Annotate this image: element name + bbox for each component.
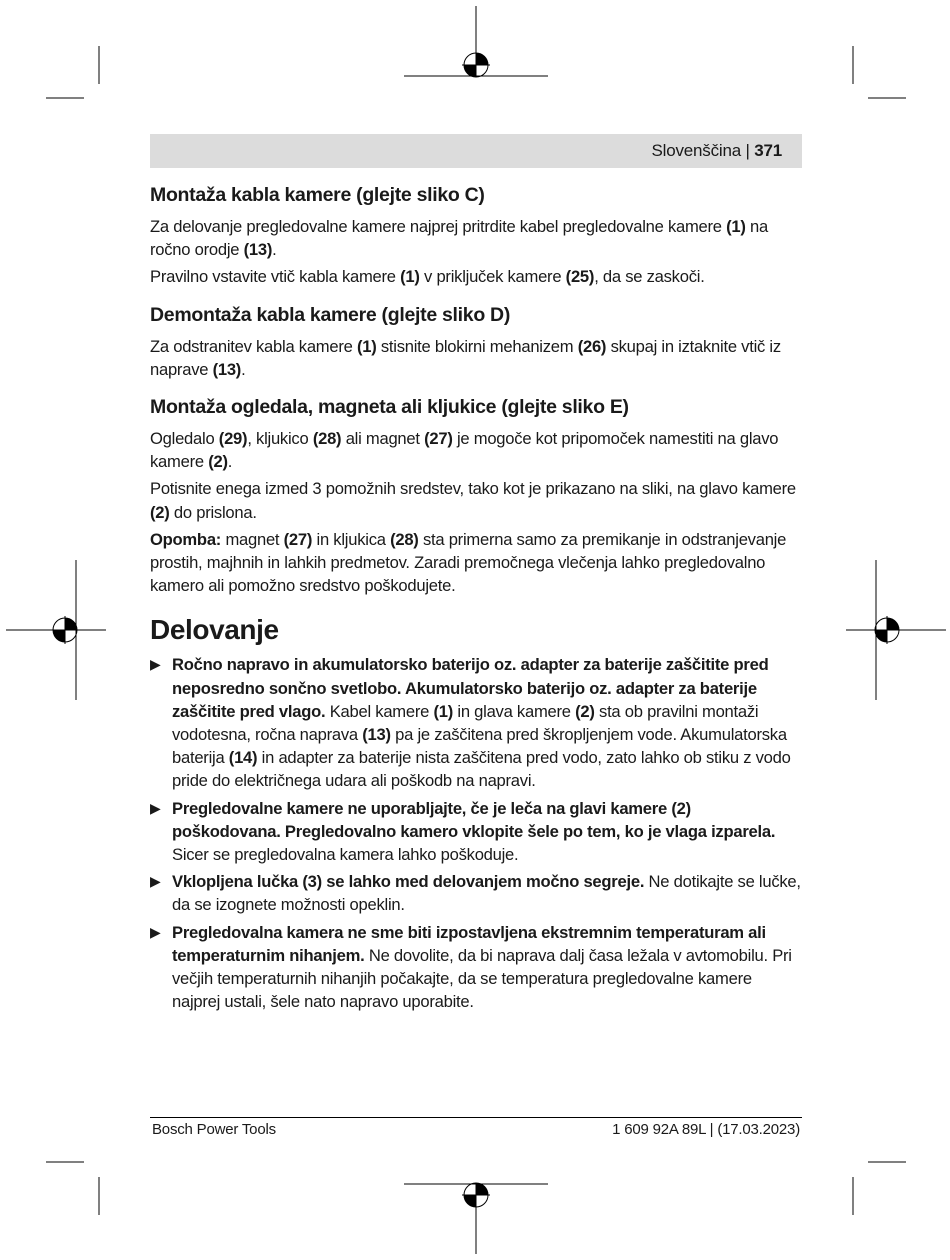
text-run: in glava kamere	[453, 701, 576, 721]
bullet-item	[150, 797, 802, 867]
bold-text-run: (29)	[218, 429, 248, 449]
page-header-bar	[150, 134, 802, 168]
bullet-text	[172, 799, 775, 864]
text-run: .	[272, 240, 277, 260]
bold-text-run: (13)	[212, 359, 242, 379]
bullet-text	[172, 923, 792, 1012]
footer-rule	[150, 1117, 802, 1118]
text-run: v priključek kamere	[419, 267, 566, 287]
footer-doc-id: 1 609 92A 89L | (17.03.2023)	[612, 1121, 800, 1138]
text-run: .	[241, 359, 246, 379]
bullet-text	[172, 655, 791, 790]
bold-text-run: (28)	[390, 529, 419, 549]
bold-text-run: (13)	[243, 240, 273, 260]
bold-text-run: Vklopljena lučka (3) se lahko med delovanjem močno segreje.	[172, 872, 645, 892]
text-run: ali magnet	[341, 429, 425, 449]
bold-text-run: Ročno napravo in akumulatorsko baterijo oz. adapter za baterije zaščitite pred neposredno sončno svetlobo. Akumulatorsko baterijo oz. adapter za baterije zaščitite pred vlago.	[172, 655, 769, 721]
bold-text-run: (27)	[283, 529, 313, 549]
text-run: na ročno orodje	[150, 217, 768, 260]
paragraph	[150, 335, 802, 381]
text-run: , kljukico	[247, 429, 313, 449]
bullet-item	[150, 653, 802, 792]
page-header-text	[651, 141, 782, 161]
paragraph	[150, 477, 802, 523]
text-run: stisnite blokirni mehanizem	[376, 336, 578, 356]
bold-text-run: (2)	[575, 701, 595, 721]
section-heading: Demontaža kabla kamere (glejte sliko D)	[150, 303, 511, 326]
bold-text-run: (13)	[362, 725, 391, 745]
bullet-arrow-icon: ▶	[150, 799, 161, 816]
bullet-item	[150, 870, 802, 916]
safety-bullet-list	[150, 653, 802, 1013]
bold-text-run: (25)	[565, 267, 595, 287]
text-run: magnet	[221, 529, 284, 549]
header-page-number: 371	[754, 141, 782, 160]
text-run: .	[227, 452, 233, 472]
header-separator: |	[745, 141, 750, 160]
text-run: in adapter za baterije nista zaščitena pred vodo, zato lahko ob stiku z vodo pride do električnega udara ali poškodb na napravi.	[172, 748, 791, 791]
text-run: Pravilno vstavite vtič kabla kamere	[150, 267, 401, 287]
page-content	[150, 182, 802, 1017]
bullet-arrow-icon: ▶	[150, 656, 161, 673]
bold-text-run: (28)	[312, 429, 342, 449]
bold-text-run: (14)	[228, 748, 258, 768]
bullet-item	[150, 921, 802, 1014]
paragraph	[150, 427, 802, 473]
bullet-text	[172, 872, 801, 914]
text-run: Za odstranitev kabla kamere	[150, 336, 357, 356]
bold-text-run: Opomba:	[150, 529, 222, 549]
section-camera-cable-mounting	[150, 182, 802, 289]
header-language: Slovenščina	[651, 141, 741, 160]
text-run: Ogledalo	[150, 429, 219, 449]
text-run: Ne dovolite, da bi naprava dalj časa ležala v avtomobilu. Pri večjih temperaturnih nihanjih počakajte, da se temperatura pregledovalne kamere najprej ustali, šele nato napravo uporabite.	[172, 945, 792, 1012]
text-run: pa je zaščitena pred škropljenjem vode. Akumulatorska baterija	[172, 725, 787, 768]
bold-text-run: (1)	[433, 701, 454, 721]
footer-brand: Bosch Power Tools	[152, 1121, 276, 1138]
paragraph	[150, 215, 802, 261]
bold-text-run: (26)	[577, 336, 607, 356]
text-run: sta ob pravilni montaži vodotesna, ročna naprava	[172, 701, 759, 745]
bold-text-run: (2)	[150, 502, 170, 522]
text-run: Potisnite enega izmed 3 pomožnih sredstev, tako kot je prikazano na sliki, na glavo kamere	[150, 479, 796, 499]
section-heading: Montaža ogledala, magneta ali kljukice (glejte sliko E)	[150, 396, 629, 419]
bullet-arrow-icon: ▶	[150, 873, 161, 890]
text-run: Za delovanje pregledovalne kamere najprej pritrdite kabel pregledovalne kamere	[150, 217, 727, 236]
text-run: Ne dotikajte se lučke, da se izognete možnosti opeklin.	[172, 872, 801, 915]
bold-text-run: Pregledovalne kamere ne uporabljajte, če je leča na glavi kamere (2) poškodovana. Pregledovalno kamero vklopite šele po tem, ko je vlaga izparela.	[172, 798, 776, 841]
text-run: in kljukica	[312, 529, 391, 549]
text-run: Sicer se pregledovalna kamera lahko poškoduje.	[172, 845, 519, 865]
text-run: skupaj in iztaknite vtič iz naprave	[150, 336, 781, 379]
text-run: Kabel kamere	[325, 701, 434, 721]
section-accessory-mounting	[150, 394, 802, 597]
bold-text-run: (1)	[400, 267, 420, 287]
note-paragraph	[150, 528, 802, 598]
paragraph	[150, 265, 802, 288]
section-heading: Montaža kabla kamere (glejte sliko C)	[150, 184, 485, 206]
bullet-arrow-icon: ▶	[150, 923, 161, 940]
bold-text-run: (27)	[424, 429, 453, 449]
bold-text-run: (1)	[726, 217, 746, 236]
text-run: je mogoče kot pripomoček namestiti na glavo kamere	[150, 429, 779, 472]
section-camera-cable-removal	[150, 302, 802, 381]
bold-text-run: (2)	[208, 452, 228, 472]
bold-text-run: Pregledovalna kamera ne sme biti izpostavljena ekstremnim temperaturam ali temperaturnim nihanjem.	[172, 922, 766, 965]
text-run: , da se zaskoči.	[594, 267, 705, 287]
text-run: sta primerna samo za premikanje in odstranjevanje prostih, majhnih in lahkih predmetov. Zaradi premočnega vlečenja lahko pregledovalno kamero ali pomožno sredstvo poškodujete.	[150, 529, 787, 596]
main-heading: Delovanje	[150, 614, 279, 646]
bold-text-run: (1)	[356, 336, 377, 356]
text-run: do prislona.	[169, 502, 257, 522]
